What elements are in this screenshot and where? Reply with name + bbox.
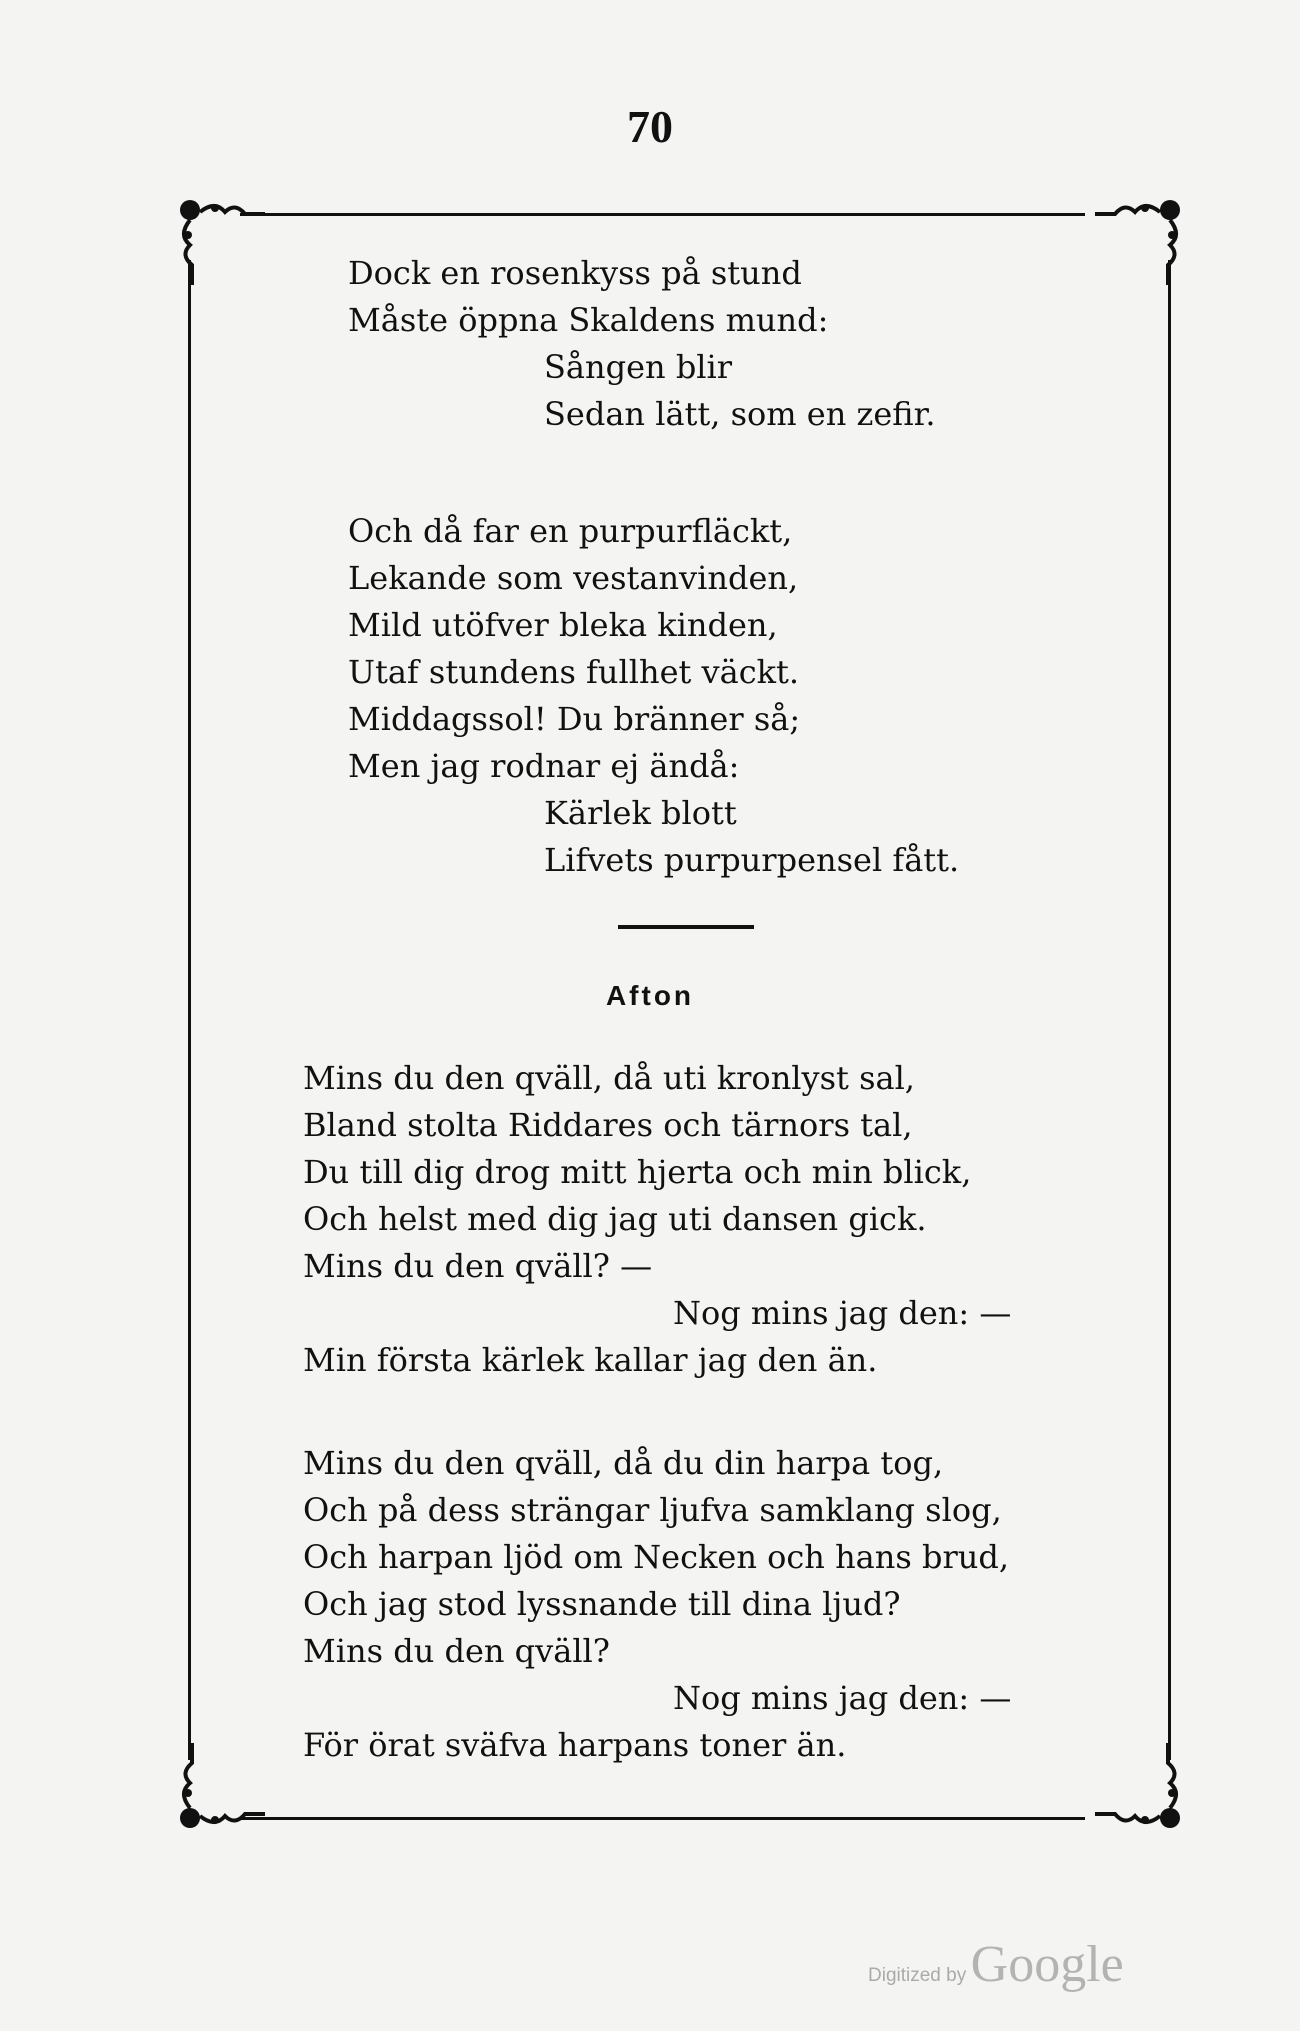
watermark-prefix: Digitized by bbox=[868, 1965, 967, 1986]
verse-line: Nog mins jag den: — bbox=[673, 1294, 1012, 1332]
verse-line: Måste öppna Skaldens mund: bbox=[348, 301, 829, 339]
verse-line: Sedan lätt, som en zefir. bbox=[544, 395, 936, 433]
verse-line: Mins du den qväll? bbox=[303, 1632, 610, 1670]
frame-top-rule bbox=[240, 213, 1085, 216]
verse-line: Kärlek blott bbox=[544, 794, 737, 832]
poem-title: Afton bbox=[605, 980, 695, 1011]
verse-line: Och på dess strängar ljufva samklang slog, bbox=[303, 1491, 1002, 1529]
digitization-watermark bbox=[868, 1935, 1124, 1994]
verse-line: Bland stolta Riddares och tärnors tal, bbox=[303, 1106, 913, 1144]
verse-line: Lekande som vestanvinden, bbox=[348, 559, 799, 597]
verse-line: Och jag stod lyssnande till dina ljud? bbox=[303, 1585, 901, 1623]
verse-line: Mins du den qväll, då du din harpa tog, bbox=[303, 1444, 944, 1482]
verse-line: Men jag rodnar ej ändå: bbox=[348, 747, 740, 785]
verse-line: Dock en rosenkyss på stund bbox=[348, 254, 802, 292]
verse-line: Du till dig drog mitt hjerta och min blick, bbox=[303, 1153, 972, 1191]
verse-line: Lifvets purpurpensel fått. bbox=[544, 841, 960, 879]
verse-line: Sången blir bbox=[544, 348, 733, 386]
verse-line: Min första kärlek kallar jag den än. bbox=[303, 1341, 878, 1379]
verse-line: Mins du den qväll, då uti kronlyst sal, bbox=[303, 1059, 915, 1097]
corner-ornament-icon bbox=[1090, 1738, 1190, 1838]
verse-line: Mins du den qväll? — bbox=[303, 1247, 653, 1285]
verse-line: Nog mins jag den: — bbox=[673, 1679, 1012, 1717]
frame-bottom-rule bbox=[240, 1817, 1085, 1820]
verse-line: Och helst med dig jag uti dansen gick. bbox=[303, 1200, 927, 1238]
section-divider bbox=[618, 925, 754, 929]
stanza bbox=[303, 1440, 1011, 1769]
verse-line: Och då far en purpurfläckt, bbox=[348, 512, 793, 550]
verse-line: För örat sväfva harpans toner än. bbox=[303, 1726, 847, 1764]
corner-ornament-icon bbox=[170, 190, 270, 290]
verse-line: Och harpan ljöd om Necken och hans brud, bbox=[303, 1538, 1009, 1576]
corner-ornament-icon bbox=[1090, 190, 1190, 290]
stanza bbox=[348, 508, 959, 884]
verse-line: Middagssol! Du bränner så; bbox=[348, 700, 801, 738]
stanza bbox=[348, 250, 936, 438]
watermark-brand: Google bbox=[970, 1936, 1124, 1993]
verse-line: Utaf stundens fullhet väckt. bbox=[348, 653, 800, 691]
page-number: 70 bbox=[627, 101, 673, 152]
stanza bbox=[303, 1055, 1011, 1384]
verse-line: Mild utöfver bleka kinden, bbox=[348, 606, 778, 644]
corner-ornament-icon bbox=[170, 1738, 270, 1838]
